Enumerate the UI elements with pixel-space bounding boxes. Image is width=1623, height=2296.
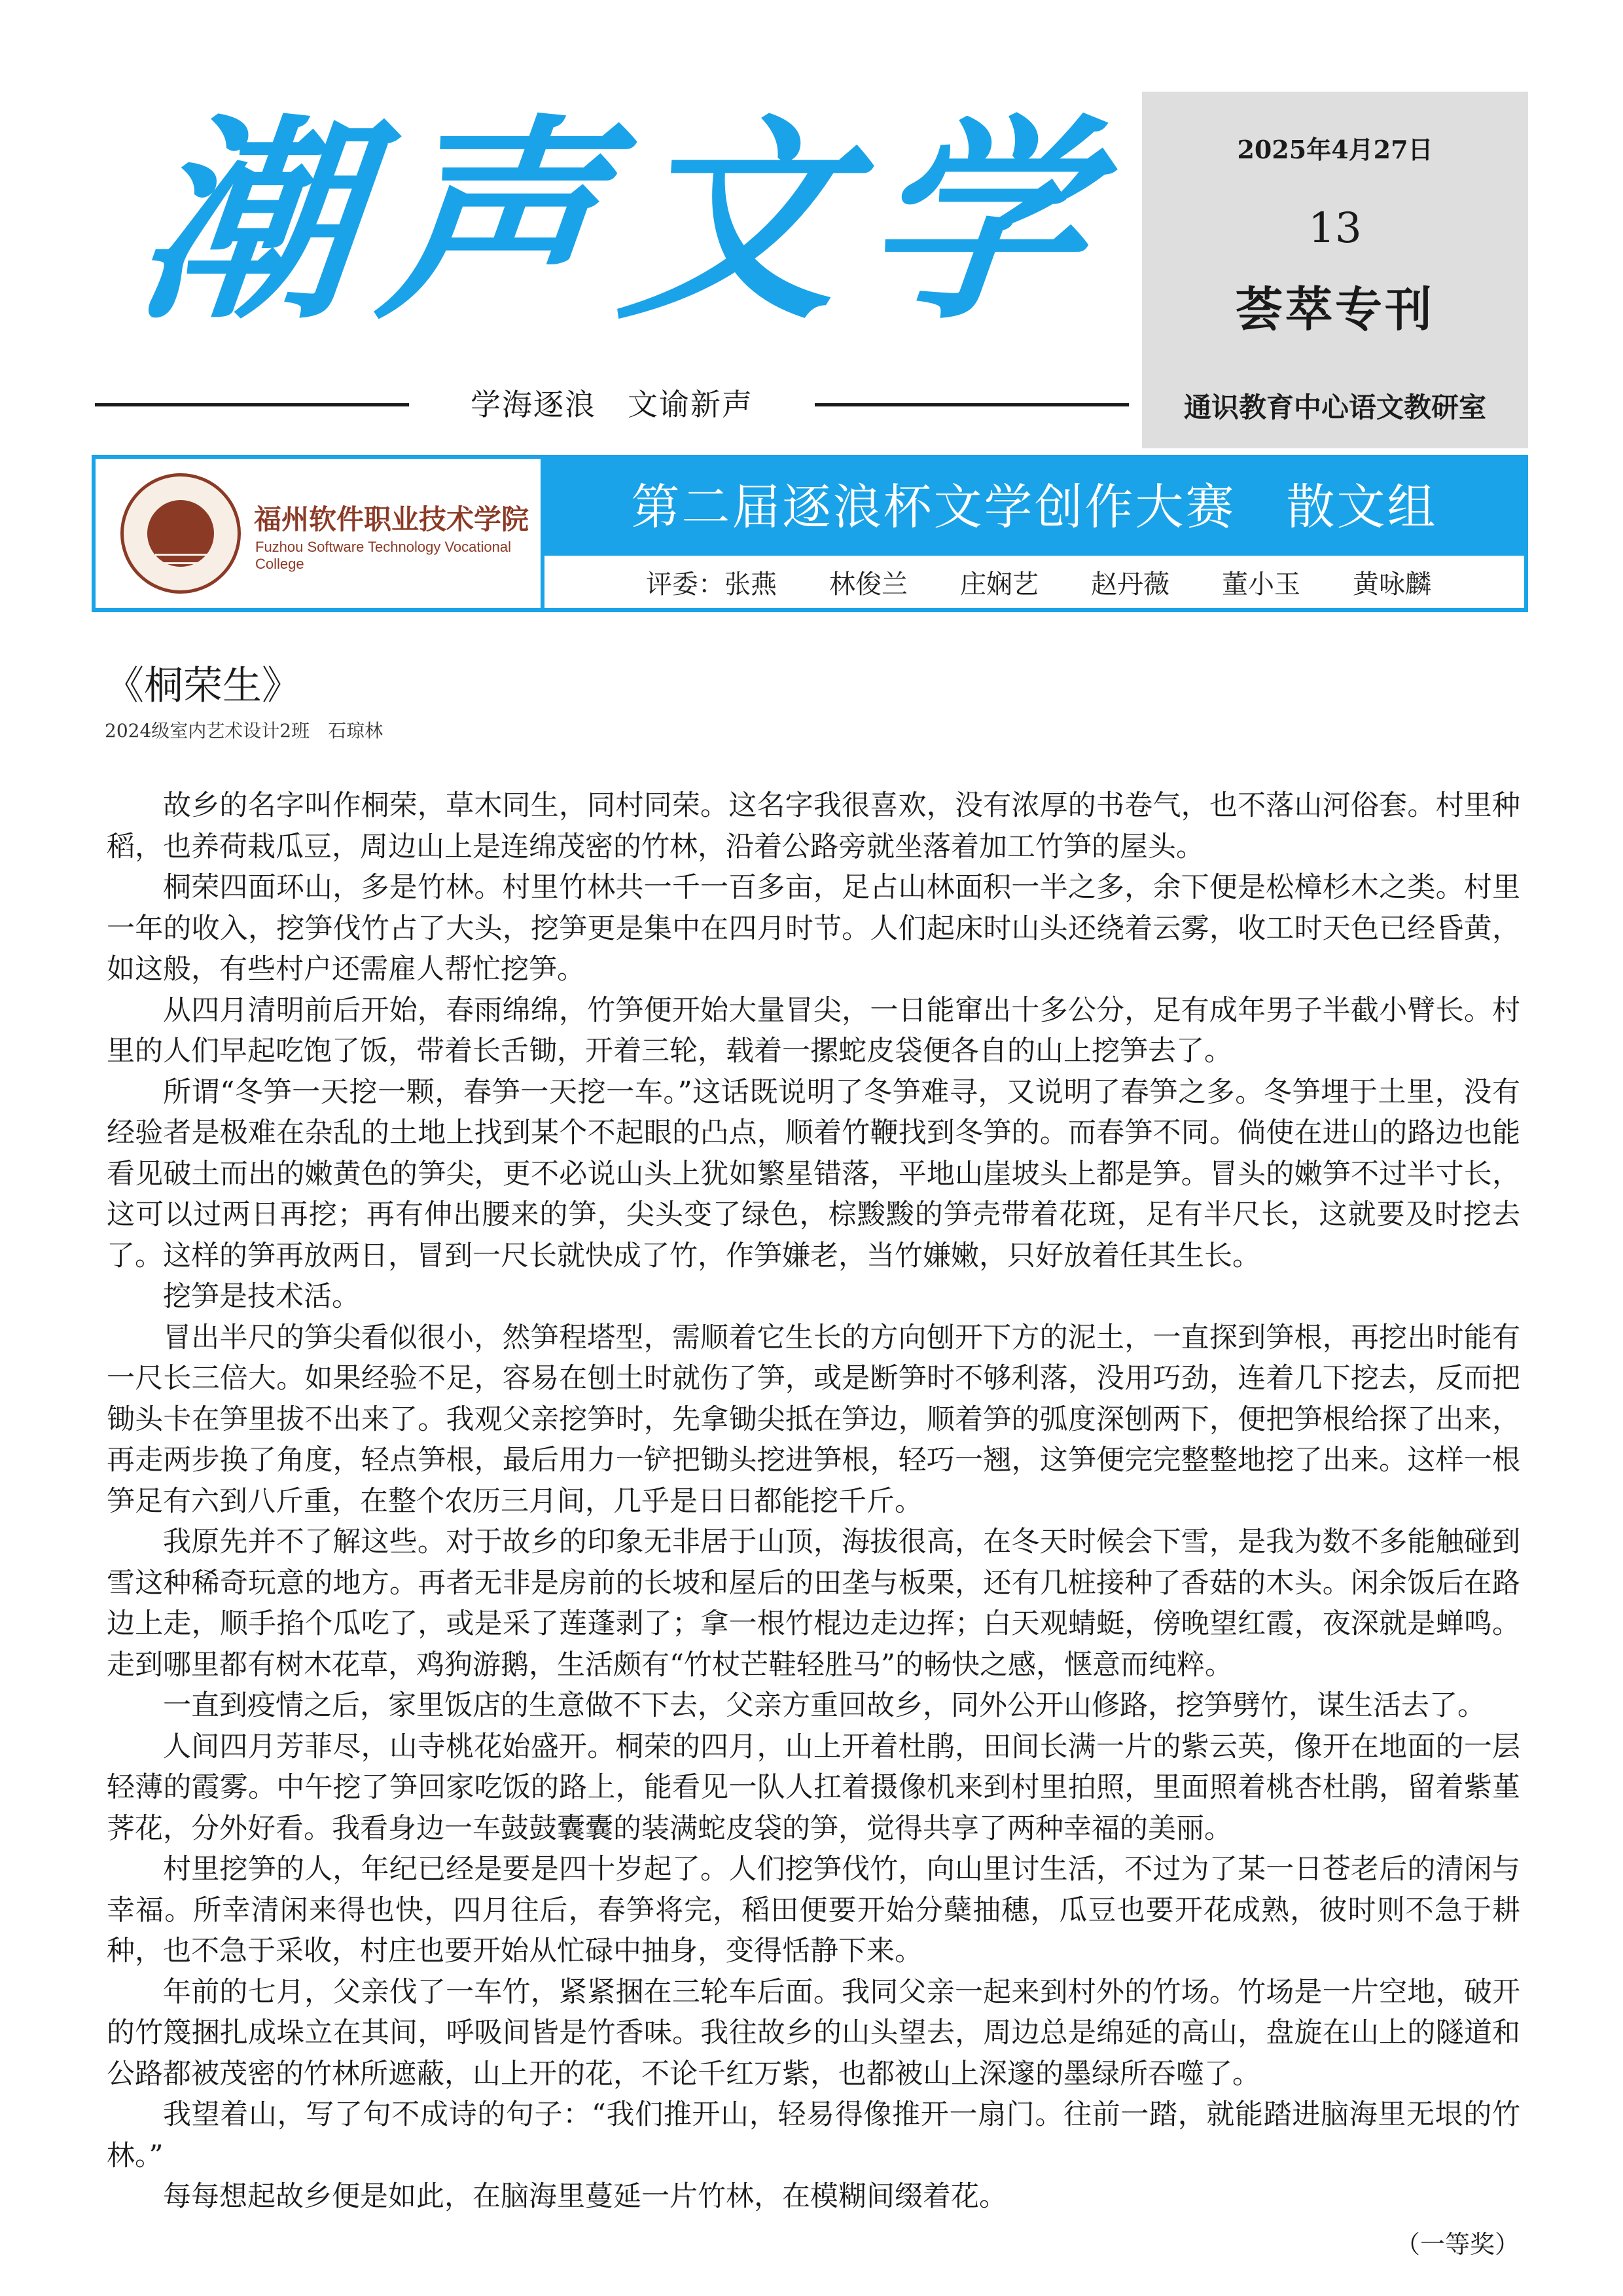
college-logo: [96, 459, 544, 608]
judge-name: 黄咏麟: [1353, 569, 1431, 600]
contest-title: 第二届逐浪杯文学创作大赛 散文组: [544, 459, 1524, 556]
college-name-en: Fuzhou Software Technology Vocational College: [255, 539, 511, 572]
judge-name: 董小玉: [1222, 569, 1300, 600]
slogan-row: [95, 378, 1129, 431]
paragraph: 我原先并不了解这些。对于故乡的印象无非居于山顶，海拔很高，在冬天时候会下雪，是我为数不多能触碰到雪这种稀奇玩意的地方。再者无非是房前的长坡和屋后的田垄与板栗，还有几桩接种了香菇的木头。闲余饭后在路边上走，顺手掐个瓜吃了，或是采了莲蓬剥了；拿一根竹棍边走边挥；白天观蜻蜓，傍晚望红霞，夜深就是蝉鸣。走到哪里都有树木花草，鸡狗游鹅，生活颇有“竹杖芒鞋轻胜马”的畅快之感，惬意而纯粹。: [107, 1526, 1520, 1681]
article-body: [107, 785, 1520, 2217]
judge-name: [646, 564, 829, 601]
paragraph: 一直到疫情之后，家里饭店的生意做不下去，父亲方重回故乡，同外公开山修路，挖笋劈竹，谋生活去了。: [163, 1689, 1486, 1722]
paragraph: 人间四月芳菲尽，山寺桃花始盛开。桐荣的四月，山上开着杜鹃，田间长满一片的紫云英，像开在地面的一层轻薄的霞雾。中午挖了笋回家吃饭的路上，能看见一队人扛着摄像机来到村里拍照，里面照着桃杏杜鹃，留着紫堇荠花，分外好看。我看身边一车鼓鼓囊囊的装满蛇皮袋的笋，觉得共享了两种幸福的美丽。: [107, 1730, 1520, 1845]
issue-info-box: [1142, 92, 1528, 448]
paragraph: 所谓“冬笋一天挖一颗，春笋一天挖一车。”这话既说明了冬笋难寻，又说明了春笋之多。冬笋埋于土里，没有经验者是极难在杂乱的土地上找到某个不起眼的凸点，顺着竹鞭找到冬笋的。而春笋不同。倘使在进山的路边也能看见破土而出的嫩黄色的笋尖，更不必说山头上犹如繁星错落，平地山崖坡头上都是笋。冒头的嫩笋不过半寸长，这可以过两日再挖；再有伸出腰来的笋，尖头变了绿色，棕黢黢的笋壳带着花斑，足有半尺长，这就要及时挖去了。这样的笋再放两日，冒到一尺长就快成了竹，作笋嫌老，当竹嫌嫩，只好放着任其生长。: [107, 1075, 1520, 1272]
paragraph: 村里挖笋的人，年纪已经是要是四十岁起了。人们挖笋伐竹，向山里讨生活，不过为了某一日苍老后的清闲与幸福。所幸清闲来得也快，四月往后，春笋将完，稻田便要开始分蘖抽穗，瓜豆也要开花成熟，彼时则不急于耕种，也不急于采收，村庄也要开始从忙碌中抽身，变得恬静下来。: [107, 1853, 1520, 1967]
paragraph: 挖笋是技术活。: [163, 1280, 360, 1313]
issue-number: 13: [1308, 204, 1362, 253]
judges-row: [544, 556, 1524, 608]
article-byline: 2024级室内艺术设计2班 石琼林: [105, 720, 383, 742]
judge-name: 庄娴艺: [960, 569, 1039, 600]
masthead-char: 潮: [127, 97, 370, 348]
paragraph: 冒出半尺的笋尖看似很小，然笋程塔型，需顺着它生长的方向刨开下方的泥土，一直探到笋根，再挖出时能有一尺长三倍大。如果经验不足，容易在刨土时就伤了笋，或是断笋时不够利落，没用巧劲，连着几下挖去，反而把锄头卡在笋里拔不出来了。我观父亲挖笋时，先拿锄尖抵在笋边，顺着笋的弧度深刨两下，便把笋根给探了出来，再走两步换了角度，轻点笋根，最后用力一铲把锄头挖进笋根，轻巧一翘，这笋便完完整整地挖了出来。这样一根笋足有六到八斤重，在整个农历三月间，几乎是日日都能挖千斤。: [107, 1321, 1520, 1518]
paragraph: 每每想起故乡便是如此，在脑海里蔓延一片竹林，在模糊间缀着花。: [163, 2180, 1007, 2213]
masthead-char: 声: [369, 97, 613, 348]
award-label: （一等奖）: [1395, 2230, 1520, 2259]
judge-name: 赵丹薇: [1091, 569, 1169, 600]
issue-department: 通识教育中心语文教研室: [1183, 391, 1486, 423]
paragraph: 桐荣四面环山，多是竹林。村里竹林共一千一百多亩，足占山林面积一半之多，余下便是松樟杉木之类。村里一年的收入，挖笋伐竹占了大头，挖笋更是集中在四月时节。人们起床时山头还绕着云雾，收工时天色已经昏黄，如这般，有些村户还需雇人帮忙挖笋。: [107, 871, 1520, 986]
masthead-char: 学: [853, 97, 1097, 348]
college-name-cn: 福州软件职业技术学院: [254, 503, 529, 535]
paragraph: 我望着山，写了句不成诗的句子：“我们推开山，轻易得像推开一扇门。往前一踏，就能踏进脑海里无垠的竹林。”: [107, 2098, 1520, 2172]
seal-stripes: [155, 554, 207, 564]
divider: [815, 403, 1129, 406]
slogan: 学海逐浪 文谕新声: [471, 387, 753, 422]
contest-banner: [92, 455, 1528, 612]
paragraph: 从四月清明前后开始，春雨绵绵，竹笋便开始大量冒尖，一日能窜出十多公分，足有成年男子半截小臂长。村里的人们早起吃饱了饭，带着长舌锄，开着三轮，载着一摞蛇皮袋便各自的山上挖笋去了。: [107, 994, 1520, 1067]
article-title: 《桐荣生》: [105, 663, 301, 709]
college-seal-icon: [120, 473, 241, 594]
judge-name: 林俊兰: [829, 569, 908, 600]
paragraph: 年前的七月，父亲伐了一车竹，紧紧捆在三轮车后面。我同父亲一起来到村外的竹场。竹场是一片空地，破开的竹篾捆扎成垛立在其间，呼吸间皆是竹香味。我往故乡的山头望去，周边总是绵延的高山，盘旋在山上的隧道和公路都被茂密的竹林所遮蔽，山上开的花，不论千红万紫，也都被山上深邃的墨绿所吞噬了。: [107, 1975, 1520, 2090]
divider: [95, 403, 409, 406]
paragraph: 故乡的名字叫作桐荣，草木同生，同村同荣。这名字我很喜欢，没有浓厚的书卷气，也不落山河俗套。村里种稻，也养荷栽瓜豆，周边山上是连绵茂密的竹林，沿着公路旁就坐落着加工竹笋的屋头。: [107, 789, 1520, 863]
masthead-title: [127, 97, 1097, 348]
judge-name: 张燕: [724, 569, 777, 600]
issue-date: 2025年4月27日: [1237, 135, 1433, 164]
masthead-char: 文: [611, 97, 855, 348]
issue-label: 荟萃专刊: [1235, 281, 1435, 337]
judges-label: 评委：: [646, 569, 724, 600]
